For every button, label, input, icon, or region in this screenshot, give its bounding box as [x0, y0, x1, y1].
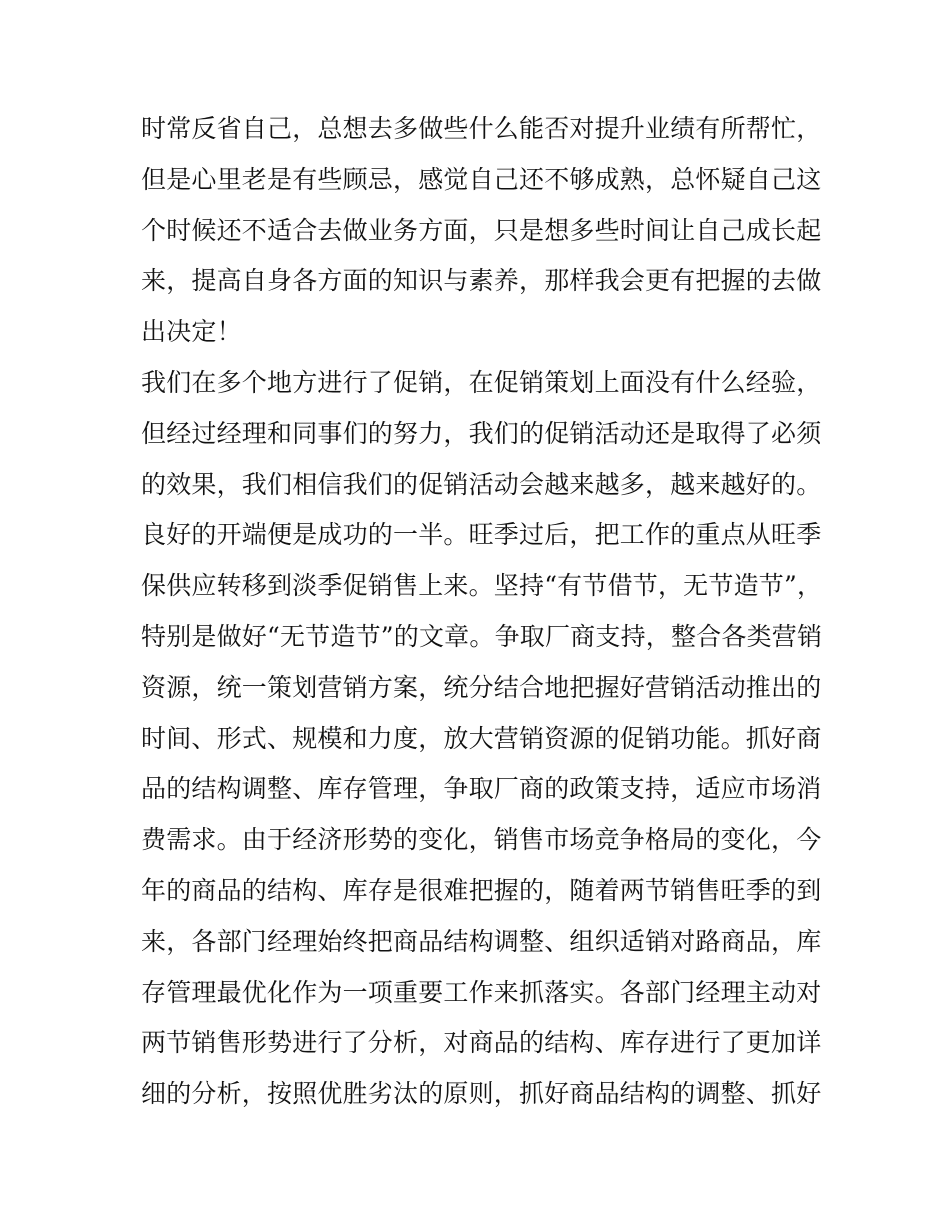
text-line: 我们在多个地方进行了促销，在促销策划上面没有什么经验，	[141, 367, 822, 397]
body-text	[141, 104, 823, 1120]
text-line: 但经过经理和同事们的努力，我们的促销活动还是取得了必须	[141, 418, 822, 448]
text-line: 良好的开端便是成功的一半。旺季过后，把工作的重点从旺季	[141, 520, 822, 550]
text-line: 细的分析，按照优胜劣汰的原则，抓好商品结构的调整、抓好	[141, 1079, 822, 1109]
text-line: 年的商品的结构、库存是很难把握的，随着两节销售旺季的到	[141, 875, 822, 905]
text-line: 来，各部门经理始终把商品结构调整、组织适销对路商品，库	[141, 926, 822, 956]
text-line: 保供应转移到淡季促销售上来。坚持“有节借节，无节造节”，	[141, 571, 823, 601]
text-line: 特别是做好“无节造节”的文章。争取厂商支持，整合各类营销	[141, 621, 823, 651]
text-line: 时间、形式、规模和力度，放大营销资源的促销功能。抓好商	[141, 723, 822, 753]
text-line: 但是心里老是有些顾忌，感觉自己还不够成熟，总怀疑自己这	[141, 164, 822, 194]
text-line: 来，提高自身各方面的知识与素养，那样我会更有把握的去做	[141, 266, 822, 296]
text-line: 的效果，我们相信我们的促销活动会越来越多，越来越好的。	[141, 469, 822, 499]
text-line: 资源，统一策划营销方案，统分结合地把握好营销活动推出的	[141, 672, 822, 702]
text-line: 两节销售形势进行了分析，对商品的结构、库存进行了更加详	[141, 1028, 822, 1058]
text-line: 费需求。由于经济形势的变化，销售市场竞争格局的变化，今	[141, 825, 822, 855]
text-line: 出决定！	[141, 317, 242, 347]
text-line: 时常反省自己，总想去多做些什么能否对提升业绩有所帮忙，	[141, 114, 822, 143]
text-line: 个时候还不适合去做业务方面，只是想多些时间让自己成长起	[141, 215, 822, 245]
text-line: 存管理最优化作为一项重要工作来抓落实。各部门经理主动对	[141, 977, 822, 1007]
text-line: 品的结构调整、库存管理，争取厂商的政策支持，适应市场消	[141, 774, 822, 804]
